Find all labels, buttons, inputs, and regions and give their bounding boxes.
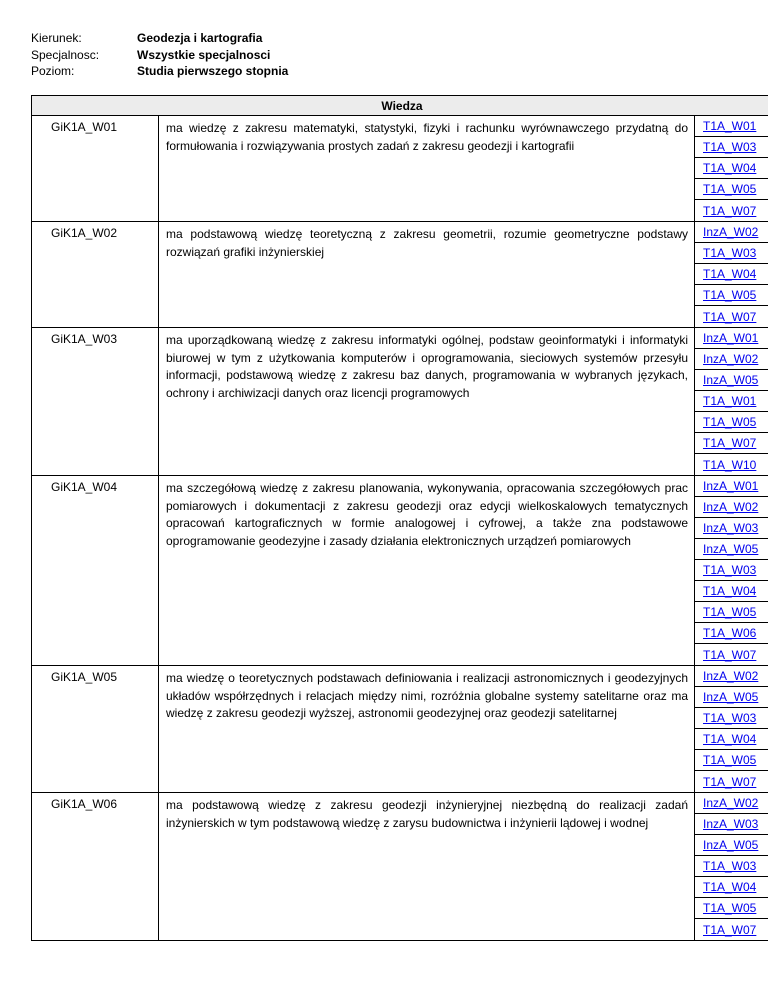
reference-link[interactable]: T1A_W05 [703,605,757,619]
reference-link[interactable]: T1A_W07 [703,203,757,218]
table-row [32,793,768,941]
reference-link[interactable]: T1A_W04 [703,584,757,598]
reference-link[interactable]: T1A_W01 [703,394,757,408]
outcome-description: ma uporządkowaną wiedzę z zakresu informatyki ogólnej, podstaw geoinformatyki i informatyki biurowej w tym z użytkowania komputerów i oprogramowania, sieciowych systemów przesyłu informacji, podstawową wiedzę z zakresu baz danych, programowania w wybranych językach, ochrony i archiwizacji danych oraz licencji programowych [159,328,695,476]
reference-link[interactable]: T1A_W05 [703,753,757,767]
outcome-description: ma wiedzę o teoretycznych podstawach definiowania i realizacji astronomicznych i geodezyjnych układów współrzędnych i relacjach między nimi, rozróżnia globalne systemy satelitarne oraz ma wiedzę z zakresu geodezji wyższej, astronomii geodezyjnej oraz geodezji satelitarnej [159,666,695,793]
reference-link[interactable]: T1A_W03 [703,246,757,260]
learning-outcomes-table [31,95,768,941]
reference-link[interactable]: T1A_W04 [703,732,757,746]
reference-cell [695,306,768,327]
reference-link[interactable]: T1A_W06 [703,626,757,640]
reference-link[interactable]: InzA_W05 [703,542,759,556]
reference-link[interactable]: T1A_W05 [703,288,757,302]
reference-cell [695,200,768,221]
reference-link[interactable]: T1A_W03 [703,711,757,725]
table-row [32,116,768,222]
reference-cell [695,243,768,264]
reference-link[interactable]: InzA_W02 [703,225,759,239]
reference-cell [695,518,768,539]
outcome-description: ma podstawową wiedzę teoretyczną z zakresu geometrii, rozumie geometryczne podstawy rozwiązań grafiki inżynierskiej [159,222,695,328]
reference-cell [695,264,768,285]
reference-cell [695,581,768,602]
section-header-row [32,96,768,116]
reference-link[interactable]: InzA_W02 [703,500,759,514]
reference-cell [695,116,768,137]
reference-link[interactable]: T1A_W07 [703,309,757,324]
document-header [31,30,288,80]
reference-cell [695,412,768,433]
reference-link[interactable]: T1A_W05 [703,901,757,915]
reference-cell [695,856,768,877]
reference-cell [695,179,768,200]
reference-link[interactable]: T1A_W03 [703,563,757,577]
reference-link[interactable]: InzA_W03 [703,817,759,831]
outcome-code: GiK1A_W04 [32,476,159,666]
reference-cell [695,560,768,581]
reference-link[interactable]: InzA_W03 [703,521,759,535]
outcome-description: ma wiedzę z zakresu matematyki, statystyki, fizyki i rachunku wyrównawczego przydatną do formułowania i rozwiązywania prostych zadań z zakresu geodezji i kartografii [159,116,695,222]
table-row [32,476,768,666]
header-value: Geodezja i kartografia [137,31,263,45]
reference-link[interactable]: InzA_W02 [703,352,759,366]
header-row-kierunek [31,30,288,47]
reference-link[interactable]: T1A_W05 [703,415,757,429]
reference-link[interactable]: T1A_W07 [703,922,757,937]
outcome-description: ma szczegółową wiedzę z zakresu planowania, wykonywania, opracowania szczegółowych prac pomiarowych i dokumentacji z zakresu geodezji oraz edycji wielkoskalowych tematycznych opracowań kartograficznych w formie analogowej i cyfrowej, a także zna podstawowe oprogramowanie geodezyjne i zasady działania elektronicznych urządzeń pomiarowych [159,476,695,666]
reference-cell [695,602,768,623]
outcome-references [695,222,768,328]
reference-cell [695,433,768,454]
reference-cell [695,370,768,391]
reference-link[interactable]: T1A_W04 [703,161,757,175]
reference-cell [695,835,768,856]
reference-link[interactable]: T1A_W04 [703,267,757,281]
outcome-code: GiK1A_W05 [32,666,159,793]
outcome-code: GiK1A_W01 [32,116,159,222]
reference-link[interactable]: T1A_W04 [703,880,757,894]
reference-cell [695,793,768,814]
outcome-code: GiK1A_W06 [32,793,159,941]
reference-link[interactable]: InzA_W05 [703,838,759,852]
reference-link[interactable]: InzA_W02 [703,796,759,810]
header-value: Wszystkie specjalnosci [137,47,271,62]
reference-link[interactable]: InzA_W01 [703,479,759,493]
reference-link[interactable]: T1A_W01 [703,119,757,133]
reference-link[interactable]: T1A_W10 [703,457,757,472]
reference-cell [695,539,768,560]
reference-cell [695,222,768,243]
header-row-specjalnosc [31,47,288,64]
reference-cell [695,644,768,665]
reference-cell [695,497,768,518]
reference-link[interactable]: InzA_W01 [703,331,759,345]
table-row [32,328,768,476]
reference-link[interactable]: T1A_W07 [703,647,757,662]
reference-cell [695,708,768,729]
reference-cell [695,898,768,919]
reference-cell [695,666,768,687]
reference-cell [695,454,768,475]
reference-cell [695,158,768,179]
section-title: Wiedza [32,96,768,116]
reference-cell [695,285,768,306]
reference-cell [695,750,768,771]
reference-link[interactable]: T1A_W07 [703,774,757,789]
header-label: Poziom: [31,64,75,78]
table-row [32,666,768,793]
outcome-code: GiK1A_W03 [32,328,159,476]
reference-cell [695,771,768,792]
table-row [32,222,768,328]
reference-link[interactable]: InzA_W05 [703,373,759,387]
header-label: Kierunek: [31,31,82,45]
reference-cell [695,137,768,158]
reference-cell [695,391,768,412]
reference-link[interactable]: T1A_W03 [703,859,757,873]
reference-link[interactable]: T1A_W05 [703,182,757,196]
reference-link[interactable]: T1A_W03 [703,140,757,154]
reference-cell [695,877,768,898]
header-value: Studia pierwszego stopnia [137,64,289,78]
outcome-references [695,328,768,476]
reference-cell [695,814,768,835]
outcome-description: ma podstawową wiedzę z zakresu geodezji inżynieryjnej niezbędną do realizacji zadań inżynierskich w tym podstawową wiedzę z zarysu budownictwa i inżynierii lądowej i wodnej [159,793,695,941]
outcome-references [695,666,768,793]
outcome-code: GiK1A_W02 [32,222,159,328]
reference-cell [695,729,768,750]
outcome-references [695,116,768,222]
reference-cell [695,328,768,349]
outcome-references [695,476,768,666]
reference-link[interactable]: InzA_W02 [703,669,759,683]
reference-cell [695,919,768,940]
reference-link[interactable]: InzA_W05 [703,690,759,704]
reference-cell [695,349,768,370]
outcome-references [695,793,768,941]
reference-cell [695,623,768,644]
header-row-poziom [31,63,288,80]
header-label: Specjalnosc: [31,47,100,62]
reference-cell [695,687,768,708]
reference-link[interactable]: T1A_W07 [703,436,757,450]
reference-cell [695,476,768,497]
